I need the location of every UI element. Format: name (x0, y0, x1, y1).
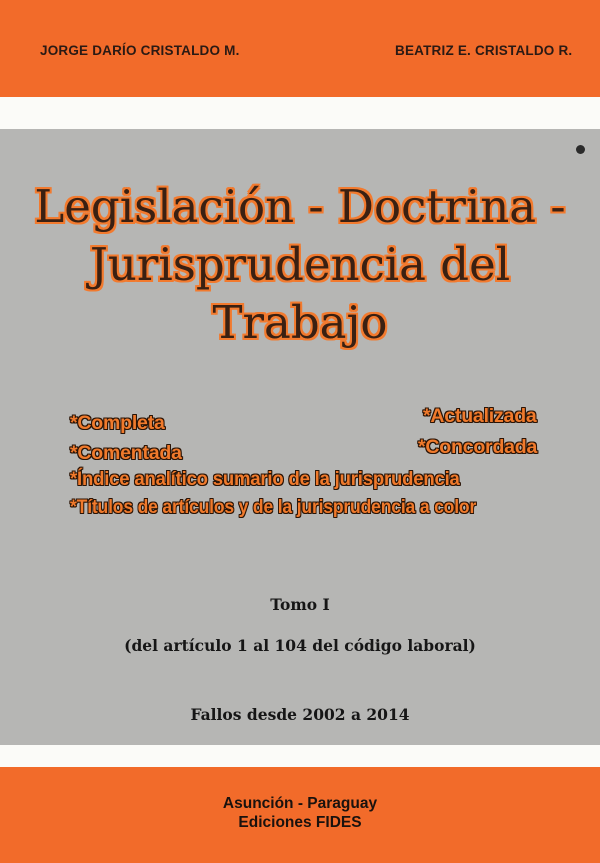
volume-label: Tomo I (270, 595, 330, 614)
bottom-white-strip (0, 745, 600, 767)
article-range: (del artículo 1 al 104 del código laboral) (124, 636, 476, 655)
publisher-name: Ediciones FIDES (238, 814, 362, 831)
feature-indice: *Índice analítico sumario de la jurisprudencia (70, 468, 460, 490)
publisher-place: Asunción - Paraguay (222, 795, 378, 812)
feature-titulos: *Títulos de artículos y de la jurisprudencia a color (70, 496, 477, 518)
author-right: BEATRIZ E. CRISTALDO R. (395, 43, 573, 58)
dot-mark (576, 145, 585, 154)
book-title-line-3: Trabajo (212, 296, 388, 349)
feature-concordada: *Concordada (418, 436, 538, 458)
author-left: JORGE DARÍO CRISTALDO M. (40, 43, 240, 58)
feature-completa: *Completa (70, 412, 165, 434)
rulings-period: Fallos desde 2002 a 2014 (190, 705, 410, 724)
top-white-strip (0, 97, 600, 129)
book-title-line-2: Jurisprudencia del (89, 238, 511, 291)
feature-comentada: *Comentada (70, 442, 182, 464)
feature-actualizada: *Actualizada (423, 405, 537, 427)
book-title-line-1: Legislación - Doctrina - (34, 180, 566, 233)
